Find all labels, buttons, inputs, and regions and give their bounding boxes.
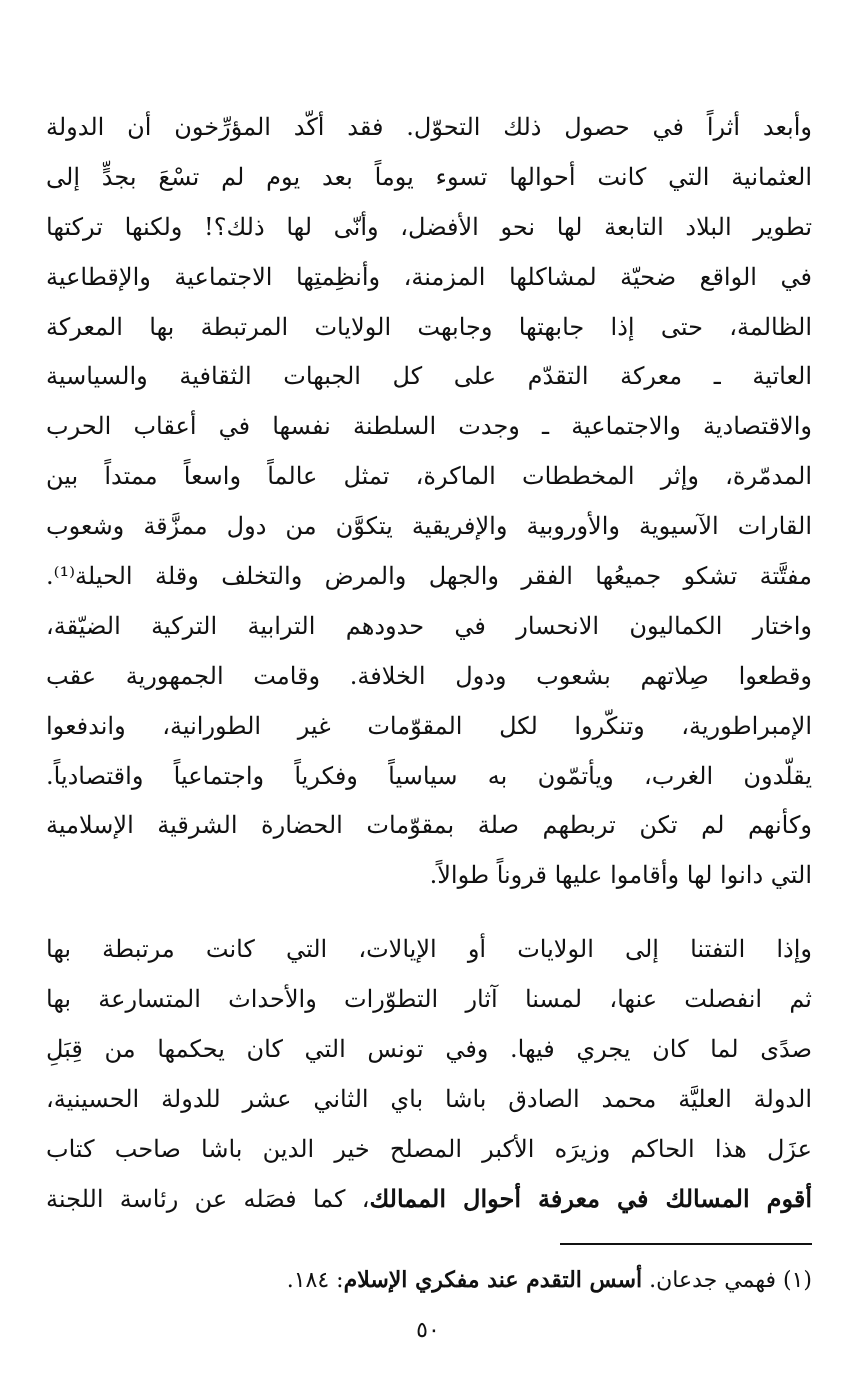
footnote-author: فهمي جدعان. <box>649 1268 776 1293</box>
paragraph-line: والاقتصادية والاجتماعية ـ وجدت السلطنة نفسها في أعقاب الحرب <box>46 412 812 441</box>
paragraph-1 <box>46 103 812 901</box>
page-number: ٥٠ <box>416 1318 440 1343</box>
paragraph-line-with-book-title <box>46 1174 812 1224</box>
paragraph-line: الدولة العليَّة محمد الصادق باشا باي الثاني عشر للدولة الحسينية، <box>46 1084 812 1113</box>
paragraph-line: وقطعوا صِلاتهم بشعوب ودول الخلافة. وقامت الجمهورية عقب <box>46 661 812 690</box>
paragraph-line: تطوير البلاد التابعة لها نحو الأفضل، وأنّى لها ذلك؟! ولكنها تركتها <box>46 212 812 241</box>
footnote <box>46 1262 812 1299</box>
paragraph-line: واختار الكماليون الانحسار في حدودهم الترابية التركية الضيّقة، <box>46 611 812 640</box>
paragraph-line: القارات الآسيوية والأوروبية والإفريقية يتكوَّن من دول ممزَّقة وشعوب <box>46 512 812 541</box>
paragraph-line: في الواقع ضحيّة لمشاكلها المزمنة، وأنظِمتِها الاجتماعية والإقطاعية <box>46 262 812 291</box>
paragraph-line: العاتية ـ معركة التقدّم على كل الجبهات الثقافية والسياسية <box>46 362 812 391</box>
footnote-number: (١) <box>782 1268 812 1293</box>
paragraph-line: وكأنهم لم تكن تربطهم صلة بمقوّمات الحضارة الشرقية الإسلامية <box>46 811 812 840</box>
paragraph-line: يقلّدون الغرب، ويأتمّون به سياسياً وفكرياً واجتماعياً واقتصادياً. <box>46 761 812 790</box>
paragraph-line: التي دانوا لها وأقاموا عليها قروناً طوالاً. <box>429 861 812 890</box>
paragraph-line: عزَل هذا الحاكم وزيرَه الأكبر المصلح خير الدين باشا صاحب كتاب <box>46 1134 812 1163</box>
paragraph-line: الإمبراطورية، وتنكّروا لكل المقوّمات غير الطورانية، واندفعوا <box>46 711 812 740</box>
paragraph-2 <box>46 925 812 1224</box>
footnote-pages: : ١٨٤. <box>286 1268 344 1293</box>
footnote-separator <box>560 1243 812 1245</box>
paragraph-line: ثم انفصلت عنها، لمسنا آثار التطوّرات والأحداث المتسارعة بها <box>46 984 812 1013</box>
paragraph-line: صدًى لما كان يجري فيها. وفي تونس التي كان يحكمها من قِبَلِ <box>46 1034 812 1063</box>
paragraph-line: العثمانية التي كانت أحوالها تسوء يوماً بعد يوم لم تسْعَ بجدٍّ إلى <box>46 162 812 191</box>
paragraph-line-rest: ، كما فصَله عن رئاسة اللجنة <box>46 1185 370 1214</box>
paragraph-line: المدمّرة، وإثر المخططات الماكرة، تمثل عالماً واسعاً ممتداً بين <box>46 462 812 491</box>
footnote-title: أسس التقدم عند مفكري الإسلام <box>343 1267 643 1293</box>
paragraph-line-with-footnote-marker: مفتَّتة تشكو جميعُها الفقر والجهل والمرض والتخلف وقلة الحيلة⁽¹⁾. <box>46 562 812 591</box>
book-title: أقوم المسالك في معرفة أحوال الممالك <box>369 1184 812 1214</box>
paragraph-line: الظالمة، حتى إذا جابهتها وجابهت الولايات المرتبطة بها المعركة <box>46 312 812 341</box>
paragraph-line: وإذا التفتنا إلى الولايات أو الإيالات، التي كانت مرتبطة بها <box>46 935 812 963</box>
paragraph-line: وأبعد أثراً في حصول ذلك التحوّل. فقد أكّد المؤرِّخون أن الدولة <box>46 113 812 141</box>
